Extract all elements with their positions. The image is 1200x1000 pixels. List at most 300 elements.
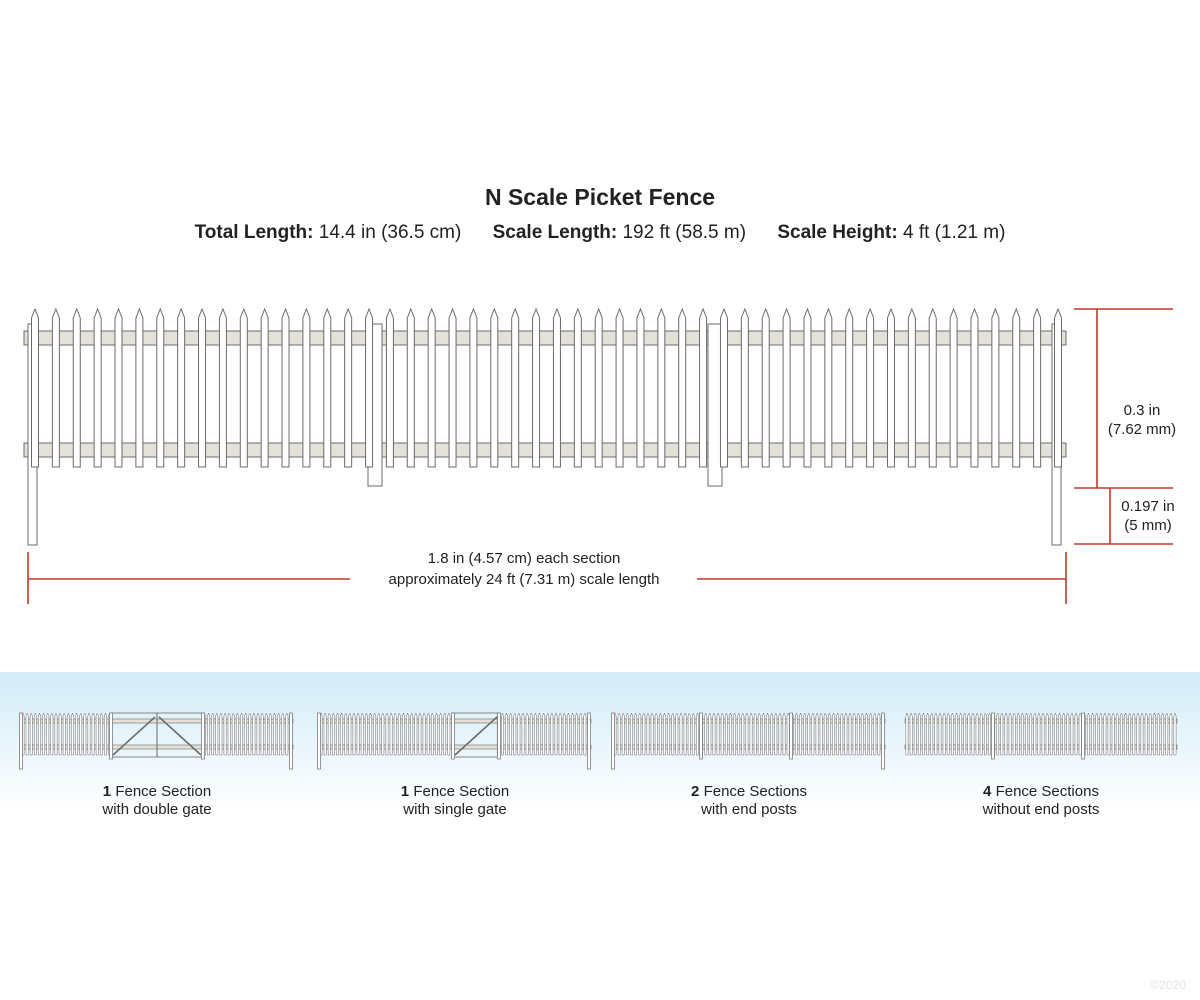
fence-picket [616, 309, 623, 467]
mini-picket [1009, 713, 1011, 755]
mini-picket [779, 713, 781, 755]
mini-picket [207, 713, 209, 755]
fence-picket [136, 309, 143, 467]
variant-count: 1 [102, 783, 112, 800]
fence-picket [32, 309, 39, 467]
spec-label: Scale Length: [492, 222, 618, 243]
fence-picket [178, 309, 185, 467]
post-height-metric-label: (5 mm) [1124, 517, 1172, 534]
fence-picket [700, 309, 707, 467]
mini-picket [914, 713, 916, 755]
variant-double-gate [12, 705, 302, 819]
mini-picket [639, 713, 641, 755]
mini-picket [713, 713, 715, 755]
mini-picket [1133, 713, 1135, 755]
fence-picket [407, 309, 414, 467]
mini-picket [849, 713, 851, 755]
fence-picket [428, 309, 435, 467]
mini-picket [878, 713, 880, 755]
mini-picket [746, 713, 748, 755]
fence-picket [470, 309, 477, 467]
mini-picket [67, 713, 69, 755]
mini-post [290, 713, 293, 769]
mini-picket [783, 713, 785, 755]
mini-picket [643, 713, 645, 755]
mini-picket [1034, 713, 1036, 755]
mini-picket [365, 713, 367, 755]
fence-picket [867, 309, 874, 467]
mini-picket [630, 713, 632, 755]
mini-picket [1079, 713, 1081, 755]
mini-picket [820, 713, 822, 755]
mini-picket [1087, 713, 1089, 755]
mini-picket [1054, 713, 1056, 755]
mini-picket [282, 713, 284, 755]
post-height-label: 0.197 in [1121, 498, 1175, 515]
mini-picket [38, 713, 40, 755]
mini-post [992, 713, 995, 759]
variant-subtitle: with double gate [102, 801, 212, 818]
mini-picket [26, 713, 28, 755]
mini-picket [402, 713, 404, 755]
mini-picket [34, 713, 36, 755]
mini-picket [415, 713, 417, 755]
mini-picket [828, 713, 830, 755]
mini-picket [538, 713, 540, 755]
mini-picket [947, 713, 949, 755]
mini-picket [672, 713, 674, 755]
mini-picket [692, 713, 694, 755]
mini-picket [721, 713, 723, 755]
section-length-label: 1.8 in (4.57 cm) each section [427, 550, 621, 567]
mini-picket [750, 713, 752, 755]
mini-picket [47, 713, 49, 755]
mini-picket [390, 713, 392, 755]
mini-picket [353, 713, 355, 755]
fence-picket [595, 309, 602, 467]
mini-picket [286, 713, 288, 755]
mini-picket [758, 713, 760, 755]
spec-total-length [195, 222, 462, 243]
mini-picket [799, 713, 801, 755]
mini-picket [240, 713, 242, 755]
fence-picket [658, 309, 665, 467]
mini-post [498, 713, 501, 759]
mini-top-rail [613, 719, 885, 723]
variant-subtitle: without end posts [982, 801, 1100, 818]
fence-picket [553, 309, 560, 467]
mini-picket [841, 713, 843, 755]
mini-picket [104, 713, 106, 755]
fence-picket [115, 309, 122, 467]
fence-picket [199, 309, 206, 467]
mini-picket [505, 713, 507, 755]
mini-picket [1153, 713, 1155, 755]
mini-picket [382, 713, 384, 755]
mini-picket [1091, 713, 1093, 755]
mini-picket [984, 713, 986, 755]
mini-picket [931, 713, 933, 755]
mini-picket [419, 713, 421, 755]
mini-picket [832, 713, 834, 755]
mini-picket [816, 713, 818, 755]
variant-subtitle: with single gate [403, 801, 507, 818]
fence-picket [762, 309, 769, 467]
fence-picket [240, 309, 247, 467]
mini-picket [386, 713, 388, 755]
fence-picket [449, 309, 456, 467]
mini-picket [584, 713, 586, 755]
mini-picket [257, 713, 259, 755]
mini-picket [220, 713, 222, 755]
fence-picket [533, 309, 540, 467]
mini-picket [622, 713, 624, 755]
mini-picket [228, 713, 230, 755]
spec-scale-length [493, 222, 746, 243]
page-title: N Scale Picket Fence [484, 184, 716, 210]
fence-picket [846, 309, 853, 467]
mini-picket [787, 713, 789, 755]
mini-picket [733, 713, 735, 755]
mini-picket [935, 713, 937, 755]
mini-post [318, 713, 321, 769]
main-fence-illustration [24, 309, 1066, 545]
fence-picket [1013, 309, 1020, 467]
mini-picket [729, 713, 731, 755]
mini-picket [30, 713, 32, 755]
variant-title: Fence Sections [703, 783, 807, 800]
fence-picket [887, 309, 894, 467]
end-posts-fence-image [609, 705, 889, 773]
mini-picket [514, 713, 516, 755]
mini-picket [1157, 713, 1159, 755]
mini-picket [688, 713, 690, 755]
fence-picket [1055, 309, 1062, 467]
mini-post [20, 713, 23, 769]
mini-post [700, 713, 703, 759]
mini-picket [939, 713, 941, 755]
mini-picket [96, 713, 98, 755]
fence-picket [908, 309, 915, 467]
mini-picket [563, 713, 565, 755]
mini-picket [80, 713, 82, 755]
mini-picket [88, 713, 90, 755]
mini-picket [261, 713, 263, 755]
mini-picket [980, 713, 982, 755]
mini-picket [501, 713, 503, 755]
mini-picket [427, 713, 429, 755]
mini-picket [725, 713, 727, 755]
mini-picket [71, 713, 73, 755]
mini-picket [766, 713, 768, 755]
fence-picket [1034, 309, 1041, 467]
mini-picket [738, 713, 740, 755]
double-gate-fence-image [17, 705, 297, 773]
mini-picket [870, 713, 872, 755]
spec-scale-height [777, 222, 1005, 243]
variant-subtitle: with end posts [701, 801, 797, 818]
mini-picket [448, 713, 450, 755]
mini-picket [968, 713, 970, 755]
mini-picket [567, 713, 569, 755]
variant-caption [12, 783, 302, 819]
mini-picket [398, 713, 400, 755]
mini-picket [1116, 713, 1118, 755]
mini-picket [559, 713, 561, 755]
fence-picket [324, 309, 331, 467]
mini-picket [361, 713, 363, 755]
mini-picket [1046, 713, 1048, 755]
mini-picket [865, 713, 867, 755]
mini-picket [853, 713, 855, 755]
mini-picket [1141, 713, 1143, 755]
mini-picket [1124, 713, 1126, 755]
mini-picket [324, 713, 326, 755]
mini-picket [369, 713, 371, 755]
no-end-posts-fence-image [901, 705, 1181, 773]
variant-count: 4 [983, 783, 992, 800]
spec-label: Scale Height: [777, 222, 898, 243]
variant-without-end-posts [896, 705, 1186, 819]
mini-picket [845, 713, 847, 755]
mini-post [588, 713, 591, 769]
mini-picket [212, 713, 214, 755]
fence-picket [804, 309, 811, 467]
mini-picket [63, 713, 65, 755]
fence-post [708, 324, 722, 486]
mini-top-rail [905, 719, 1177, 723]
mini-picket [618, 713, 620, 755]
mini-picket [1112, 713, 1114, 755]
fence-picket [366, 309, 373, 467]
mini-picket [1096, 713, 1098, 755]
mini-picket [534, 713, 536, 755]
mini-picket [345, 713, 347, 755]
mini-post [452, 713, 455, 759]
mini-picket [771, 713, 773, 755]
mini-picket [1001, 713, 1003, 755]
mini-picket [1162, 713, 1164, 755]
mini-picket [1145, 713, 1147, 755]
mini-picket [265, 713, 267, 755]
variant-end-posts [604, 705, 894, 819]
mini-picket [378, 713, 380, 755]
mini-picket [696, 713, 698, 755]
mini-picket [837, 713, 839, 755]
mini-picket [1050, 713, 1052, 755]
mini-picket [676, 713, 678, 755]
fence-picket [971, 309, 978, 467]
mini-picket [1100, 713, 1102, 755]
mini-picket [997, 713, 999, 755]
mini-picket [964, 713, 966, 755]
fence-picket [219, 309, 226, 467]
mini-picket [976, 713, 978, 755]
mini-picket [336, 713, 338, 755]
mini-post [790, 713, 793, 759]
mini-picket [431, 713, 433, 755]
fence-picket [741, 309, 748, 467]
mini-picket [1058, 713, 1060, 755]
mini-picket [216, 713, 218, 755]
variant-count: 1 [400, 783, 410, 800]
mini-picket [232, 713, 234, 755]
mini-picket [635, 713, 637, 755]
mini-picket [684, 713, 686, 755]
mini-picket [551, 713, 553, 755]
mini-bottom-rail [613, 745, 885, 749]
mini-picket [349, 713, 351, 755]
mini-post [1082, 713, 1085, 759]
mini-picket [1170, 713, 1172, 755]
mini-picket [951, 713, 953, 755]
fence-height-label: 0.3 in [1123, 402, 1161, 419]
mini-picket [1075, 713, 1077, 755]
mini-picket [955, 713, 957, 755]
mini-picket [439, 713, 441, 755]
fence-picket [386, 309, 393, 467]
variant-title: Fence Section [115, 783, 212, 800]
mini-post [110, 713, 113, 759]
fence-picket [679, 309, 686, 467]
mini-picket [328, 713, 330, 755]
mini-picket [874, 713, 876, 755]
fence-picket [261, 309, 268, 467]
fence-picket [783, 309, 790, 467]
mini-picket [236, 713, 238, 755]
spec-value: 192 ft (58.5 m) [622, 222, 747, 243]
mini-picket [1063, 713, 1065, 755]
mini-picket [1104, 713, 1106, 755]
fence-picket [73, 309, 80, 467]
mini-picket [922, 713, 924, 755]
mini-picket [1129, 713, 1131, 755]
mini-picket [510, 713, 512, 755]
mini-picket [341, 713, 343, 755]
fence-picket [992, 309, 999, 467]
mini-picket [668, 713, 670, 755]
mini-picket [59, 713, 61, 755]
section-scale-label: approximately 24 ft (7.31 m) scale length [388, 571, 660, 588]
mini-picket [1021, 713, 1023, 755]
mini-picket [1030, 713, 1032, 755]
variant-caption [310, 783, 600, 819]
spec-value: 14.4 in (36.5 cm) [318, 222, 462, 243]
mini-picket [253, 713, 255, 755]
fence-picket [574, 309, 581, 467]
mini-picket [663, 713, 665, 755]
mini-picket [972, 713, 974, 755]
mini-picket [717, 713, 719, 755]
mini-picket [374, 713, 376, 755]
mini-picket [655, 713, 657, 755]
mini-picket [100, 713, 102, 755]
mini-picket [273, 713, 275, 755]
variant-title: Fence Section [413, 783, 510, 800]
mini-picket [795, 713, 797, 755]
fence-picket [929, 309, 936, 467]
fence-picket [282, 309, 289, 467]
mini-picket [1149, 713, 1151, 755]
mini-picket [804, 713, 806, 755]
mini-picket [435, 713, 437, 755]
mini-picket [960, 713, 962, 755]
mini-picket [988, 713, 990, 755]
fence-height-metric-label: (7.62 mm) [1107, 421, 1177, 438]
mini-picket [92, 713, 94, 755]
fence-picket [491, 309, 498, 467]
mini-picket [526, 713, 528, 755]
mini-post [202, 713, 205, 759]
mini-bottom-rail [905, 745, 1177, 749]
mini-bottom-rail [319, 745, 591, 749]
mini-picket [861, 713, 863, 755]
mini-picket [659, 713, 661, 755]
variant-count: 2 [691, 783, 700, 800]
mini-picket [406, 713, 408, 755]
mini-picket [1013, 713, 1015, 755]
mini-picket [808, 713, 810, 755]
mini-picket [1166, 713, 1168, 755]
mini-picket [705, 713, 707, 755]
mini-picket [918, 713, 920, 755]
mini-picket [647, 713, 649, 755]
mini-picket [76, 713, 78, 755]
mini-picket [394, 713, 396, 755]
mini-picket [518, 713, 520, 755]
mini-picket [626, 713, 628, 755]
mini-picket [543, 713, 545, 755]
mini-picket [1038, 713, 1040, 755]
mini-picket [411, 713, 413, 755]
mini-picket [84, 713, 86, 755]
mini-picket [1137, 713, 1139, 755]
mini-picket [43, 713, 45, 755]
fence-picket [512, 309, 519, 467]
mini-picket [423, 713, 425, 755]
fence-picket [950, 309, 957, 467]
mini-picket [1042, 713, 1044, 755]
mini-picket [1025, 713, 1027, 755]
copyright-watermark: ©2020 [1150, 978, 1186, 992]
fence-picket [825, 309, 832, 467]
mini-picket [1017, 713, 1019, 755]
variant-caption [604, 783, 894, 819]
mini-picket [943, 713, 945, 755]
mini-picket [1120, 713, 1122, 755]
mini-picket [576, 713, 578, 755]
mini-picket [824, 713, 826, 755]
mini-picket [1174, 713, 1176, 755]
fence-picket [94, 309, 101, 467]
mini-picket [269, 713, 271, 755]
mini-picket [742, 713, 744, 755]
mini-picket [910, 713, 912, 755]
mini-picket [571, 713, 573, 755]
spec-label: Total Length: [194, 222, 314, 243]
fence-picket [720, 309, 727, 467]
spec-value: 4 ft (1.21 m) [902, 222, 1006, 243]
mini-picket [775, 713, 777, 755]
fence-picket [52, 309, 59, 467]
mini-picket [278, 713, 280, 755]
mini-picket [927, 713, 929, 755]
mini-picket [332, 713, 334, 755]
mini-picket [1071, 713, 1073, 755]
mini-picket [580, 713, 582, 755]
mini-picket [55, 713, 57, 755]
mini-picket [444, 713, 446, 755]
